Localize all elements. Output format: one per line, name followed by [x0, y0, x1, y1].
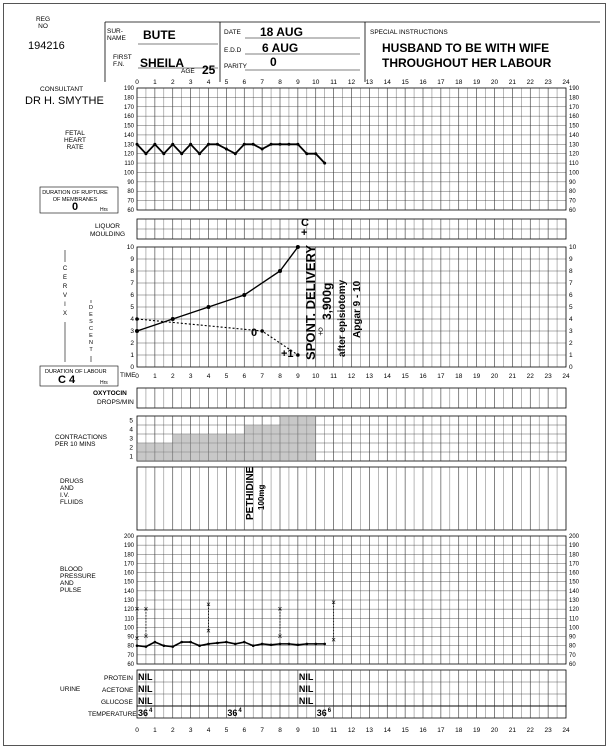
cervix-scale-right: 2	[569, 340, 573, 347]
drug-name: PETHIDINE	[245, 466, 256, 520]
cervix-scale-left: 3	[130, 328, 134, 335]
hour-axis-top-tick: 3	[188, 79, 193, 86]
fhr-point	[225, 148, 228, 151]
pulse-point	[198, 644, 201, 647]
bp-scale-right: 120	[569, 607, 580, 614]
fhr-point	[270, 143, 273, 146]
fhr-point	[252, 143, 255, 146]
fhr-point	[261, 148, 264, 151]
hour-axis-bottom-tick: 16	[419, 727, 427, 734]
pulse-point	[243, 641, 246, 644]
hour-axis-mid-tick: 14	[383, 373, 391, 380]
descent-label: D E S C E N T	[89, 305, 93, 353]
bp-scale-left: 90	[127, 634, 134, 641]
bp-scale-right: 140	[569, 588, 580, 595]
contractions-label: CONTRACTIONS PER 10 MINS	[55, 434, 107, 448]
hour-axis-mid-tick: 23	[544, 373, 552, 380]
duration-of-labour-value: C 4	[58, 374, 76, 386]
pulse-point	[145, 645, 148, 648]
fhr-point	[171, 143, 174, 146]
hour-axis-mid-tick: 15	[401, 373, 409, 380]
episiotomy-note: after episiotomy	[337, 279, 348, 357]
moulding-entry: +	[301, 227, 308, 239]
descent-plus-one-mark: +1	[281, 348, 294, 360]
hour-axis-mid-tick: 2	[170, 373, 175, 380]
contraction-scale: 5	[129, 417, 133, 425]
hour-axis-mid-tick: 16	[419, 373, 427, 380]
hour-axis-top-tick: 16	[419, 79, 427, 86]
hour-axis-bottom-tick: 6	[242, 727, 247, 734]
hour-axis-mid-tick: 8	[278, 373, 282, 380]
hour-axis-top-tick: 18	[455, 79, 463, 86]
cervix-scale-left: 6	[130, 292, 134, 299]
fhr-scale-right: 130	[569, 142, 580, 149]
hour-axis-bottom-tick: 2	[170, 727, 175, 734]
fhr-point	[296, 143, 299, 146]
bp-diastolic-mark: ×	[206, 626, 211, 636]
fhr-scale-right: 70	[569, 198, 576, 205]
fhr-scale-right: 120	[569, 151, 580, 158]
hour-axis-bottom-tick: 11	[330, 727, 337, 734]
descent-point	[135, 317, 139, 321]
cervix-scale-right: 1	[569, 352, 573, 359]
bp-scale-right: 80	[569, 643, 576, 650]
protein-label: PROTEIN	[104, 675, 133, 682]
fhr-scale-right: 80	[569, 189, 576, 196]
bp-scale-left: 150	[123, 579, 134, 586]
hour-axis-mid-tick: 13	[365, 373, 373, 380]
hour-axis-top-tick: 7	[260, 79, 264, 86]
cervix-scale-left: 4	[130, 316, 134, 323]
hour-axis-mid-tick: 0	[135, 373, 139, 380]
fhr-scale-left: 140	[123, 132, 134, 139]
cervix-scale-left: 1	[130, 352, 134, 359]
hour-axis-bottom-tick: 12	[347, 727, 356, 734]
hour-axis-mid-tick: 7	[260, 373, 264, 380]
bp-scale-left: 170	[123, 561, 134, 568]
consultant-value: DR H. SMYTHE	[25, 95, 104, 107]
pulse-point	[314, 643, 317, 646]
temperature-label: TEMPERATURE	[88, 711, 137, 718]
hour-axis-bottom-tick: 19	[473, 727, 481, 734]
apgar-score: Apgar 9 - 10	[352, 280, 363, 338]
contraction-scale: 4	[129, 426, 133, 434]
reg-number: 194216	[28, 40, 65, 52]
fhr-scale-right: 160	[569, 114, 580, 121]
fhr-scale-right: 190	[569, 86, 580, 92]
hour-axis-bottom-tick: 7	[260, 727, 264, 734]
fhr-scale-right: 100	[569, 170, 580, 177]
hour-axis-mid-tick: 17	[437, 373, 445, 380]
hour-axis-bottom-tick: 22	[526, 727, 534, 734]
fetal-heart-rate-label: FETAL HEART RATE	[64, 130, 86, 151]
hour-axis-top-tick: 15	[401, 79, 409, 86]
special-instructions-label: SPECIAL INSTRUCTIONS	[370, 29, 448, 36]
hour-axis-mid-tick: 10	[312, 373, 320, 380]
rupture-box	[40, 187, 118, 213]
temperature-value: 36	[227, 708, 238, 718]
duration-of-labour-label: DURATION OF LABOUR	[45, 369, 107, 375]
fhr-scale-left: 70	[127, 198, 134, 205]
fhr-scale-right: 90	[569, 179, 576, 186]
fhr-scale-left: 120	[123, 151, 134, 158]
hour-axis-bottom-tick: 10	[312, 727, 320, 734]
bp-scale-left: 70	[127, 652, 134, 659]
fhr-point	[216, 143, 219, 146]
temperature-decimal: 4	[238, 708, 242, 714]
bp-scale-left: 60	[127, 662, 134, 668]
bp-diastolic-mark: ×	[277, 632, 283, 642]
hour-axis-top-tick: 20	[490, 79, 499, 86]
descent-point	[260, 329, 264, 333]
hour-axis-bottom-tick: 8	[278, 727, 282, 734]
fhr-scale-left: 80	[127, 189, 134, 196]
liquor-label: LIQUOR	[95, 223, 120, 230]
cervix-point	[242, 293, 246, 297]
blood-pressure-pulse-label: BLOOD PRESSURE AND PULSE	[60, 566, 96, 594]
baby-sex-symbol: ♀	[315, 323, 327, 340]
urine-glucose-value: NIL	[298, 696, 314, 706]
pulse-point	[323, 643, 326, 646]
moulding-label: MOULDING	[90, 231, 126, 238]
urine-acetone-value: NIL	[138, 684, 153, 694]
pulse-point	[216, 642, 219, 645]
pulse-point	[252, 644, 255, 647]
hour-axis-top-tick: 1	[153, 79, 157, 86]
pulse-point	[136, 644, 139, 647]
contraction-bar	[244, 425, 280, 461]
hour-axis-bottom-tick: 4	[206, 727, 211, 734]
hour-axis-bottom-tick: 3	[188, 727, 193, 734]
bp-scale-right: 150	[569, 579, 580, 586]
contraction-scale: 1	[129, 453, 133, 461]
pulse-point	[234, 643, 237, 646]
rupture-unit: Hrs	[100, 207, 108, 213]
hour-axis-top-tick: 17	[437, 79, 445, 86]
fhr-point	[234, 152, 237, 155]
fhr-point	[136, 143, 139, 146]
fhr-point	[198, 152, 201, 155]
time-label: TIME	[120, 372, 136, 379]
fhr-scale-left: 130	[123, 142, 134, 149]
hour-axis-top-tick: 5	[224, 79, 229, 86]
hour-axis-bottom-tick: 24	[562, 727, 570, 734]
bp-scale-right: 200	[569, 534, 580, 540]
hour-axis-bottom-tick: 9	[296, 727, 300, 734]
urine-acetone-value: NIL	[298, 684, 314, 694]
contraction-bar	[137, 443, 173, 461]
temperature-decimal: 4	[149, 708, 153, 714]
fhr-scale-right: 110	[569, 161, 579, 168]
hour-axis-bottom-tick: 18	[455, 727, 463, 734]
date-value: 18 AUG	[260, 25, 303, 39]
fhr-point	[207, 143, 210, 146]
rupture-duration-value: 0	[72, 201, 79, 213]
hour-axis-top-tick: 19	[473, 79, 481, 86]
hour-axis-bottom-tick: 1	[153, 727, 157, 734]
descent-zero-mark: 0	[251, 327, 258, 339]
cervix-point	[207, 305, 211, 309]
fhr-point	[153, 143, 156, 146]
edd-value: 6 AUG	[262, 41, 299, 55]
pulse-point	[270, 644, 273, 647]
cervix-scale-right: 0	[569, 364, 573, 371]
fhr-point	[243, 143, 246, 146]
hour-axis-top-tick: 0	[135, 79, 139, 86]
labour-duration-box	[40, 366, 118, 386]
drug-dose: 100mg	[257, 484, 266, 510]
bp-scale-right: 70	[569, 652, 576, 659]
parity-value: 0	[270, 55, 277, 69]
hour-axis-bottom-tick: 15	[401, 727, 409, 734]
reg-label: REG NO	[35, 16, 51, 30]
hour-axis-mid-tick: 19	[473, 373, 481, 380]
fhr-scale-right: 180	[569, 95, 580, 102]
bp-scale-right: 60	[569, 662, 576, 668]
bp-systolic-mark: ×	[143, 604, 149, 614]
fhr-scale-left: 150	[123, 123, 134, 130]
urine-protein-value: NIL	[298, 672, 314, 682]
bp-systolic-mark: ×	[134, 604, 140, 614]
hour-axis-mid-tick: 21	[508, 373, 516, 380]
hour-axis-top-tick: 4	[206, 79, 211, 86]
pulse-point	[288, 643, 291, 646]
hour-axis-top-tick: 23	[544, 79, 552, 86]
hour-axis-top-tick: 13	[365, 79, 373, 86]
hour-axis-bottom-tick: 21	[508, 727, 516, 734]
pulse-point	[189, 641, 192, 644]
bp-scale-left: 140	[123, 588, 134, 595]
fhr-point	[162, 152, 165, 155]
hour-axis-top-tick: 12	[347, 79, 356, 86]
bp-scale-right: 170	[569, 561, 580, 568]
contraction-bar	[280, 416, 316, 461]
fhr-scale-right: 150	[569, 123, 580, 130]
cervix-scale-right: 9	[569, 256, 573, 263]
cervix-scale-right: 5	[569, 304, 573, 311]
hour-axis-top-tick: 9	[296, 79, 300, 86]
hour-axis-mid-tick: 20	[490, 373, 499, 380]
surname-value: BUTE	[143, 28, 176, 42]
consultant-label: CONSULTANT	[40, 86, 84, 93]
cervix-point	[171, 317, 175, 321]
bp-scale-left: 190	[123, 543, 134, 550]
cervix-scale-left: 0	[130, 364, 134, 371]
fhr-point	[323, 162, 326, 165]
bp-diastolic-mark: ×	[134, 633, 140, 643]
hour-axis-mid-tick: 11	[330, 373, 337, 380]
bp-scale-right: 180	[569, 552, 580, 559]
special-instructions-line-2: THROUGHOUT HER LABOUR	[382, 56, 552, 70]
hour-axis-mid-tick: 24	[562, 373, 570, 380]
temperature-decimal: 6	[327, 708, 332, 714]
hour-axis-top-tick: 21	[508, 79, 516, 86]
bp-systolic-mark: ×	[206, 600, 211, 610]
fhr-scale-left: 60	[127, 208, 134, 214]
cervix-scale-left: 5	[130, 304, 134, 311]
cervix-scale-right: 8	[569, 268, 573, 275]
fhr-scale-left: 180	[123, 95, 134, 102]
cervix-point	[296, 245, 300, 249]
temperature-value: 36	[316, 708, 327, 718]
age-value: 25	[202, 63, 216, 77]
first-name-label: FIRST F.N.	[113, 54, 132, 68]
drops-per-min-label: DROPS/MIN	[97, 399, 134, 406]
fhr-point	[305, 152, 308, 155]
fhr-scale-left: 100	[123, 170, 134, 177]
hour-axis-mid-tick: 3	[188, 373, 193, 380]
urine-protein-value: NIL	[138, 672, 153, 682]
hour-axis-mid-tick: 22	[526, 373, 534, 380]
bp-scale-left: 200	[123, 534, 134, 540]
pulse-point	[180, 641, 183, 644]
cervix-scale-left: 10	[126, 244, 134, 251]
pulse-point	[306, 643, 309, 646]
rupture-of-membranes-label: DURATION OF RUPTURE OF MEMBRANES	[42, 190, 108, 203]
fhr-scale-right: 60	[569, 208, 576, 214]
contraction-scale: 3	[129, 435, 133, 443]
cervix-point	[135, 329, 139, 333]
parity-label: PARITY	[224, 63, 247, 70]
fhr-point	[189, 143, 192, 146]
bp-scale-right: 160	[569, 570, 580, 577]
fhr-point	[144, 152, 147, 155]
cervix-label: C E R V I X	[62, 266, 68, 317]
labour-unit: Hrs	[100, 380, 108, 386]
hour-axis-top-tick: 24	[562, 79, 570, 86]
first-name-value: SHEILA	[140, 56, 185, 70]
fhr-scale-left: 190	[123, 86, 134, 92]
cervix-point	[278, 269, 282, 273]
cervix-scale-right: 3	[569, 328, 573, 335]
bp-scale-left: 110	[124, 616, 134, 623]
fhr-scale-left: 90	[127, 179, 134, 186]
fhr-scale-right: 170	[569, 104, 580, 111]
bp-scale-left: 160	[123, 570, 134, 577]
hour-axis-mid-tick: 5	[224, 373, 229, 380]
pulse-point	[163, 644, 166, 647]
cervix-scale-right: 6	[569, 292, 573, 299]
bp-scale-right: 100	[569, 625, 580, 632]
cervix-scale-right: 7	[569, 280, 573, 287]
pulse-point	[154, 641, 157, 644]
cervix-scale-left: 7	[130, 280, 134, 287]
hour-axis-mid-tick: 9	[296, 373, 300, 380]
bp-scale-left: 130	[123, 598, 134, 604]
acetone-label: ACETONE	[102, 687, 134, 694]
glucose-label: GLUCOSE	[101, 699, 133, 706]
hour-axis-bottom-tick: 0	[135, 727, 139, 734]
hour-axis-mid-tick: 6	[242, 373, 247, 380]
hour-axis-mid-tick: 18	[455, 373, 463, 380]
urine-glucose-value: NIL	[138, 696, 153, 706]
pulse-point	[207, 643, 210, 646]
hour-axis-top-tick: 10	[312, 79, 320, 86]
pulse-point	[297, 644, 300, 647]
fhr-point	[287, 143, 290, 146]
delivery-text: SPONT. DELIVERY	[303, 244, 318, 360]
hour-axis-top-tick: 8	[278, 79, 282, 86]
bp-scale-right: 190	[569, 543, 580, 550]
birth-weight: 3,900g	[320, 282, 334, 320]
hour-axis-bottom-tick: 14	[383, 727, 391, 734]
hour-axis-bottom-tick: 20	[490, 727, 499, 734]
bp-diastolic-mark: ×	[331, 635, 336, 645]
hour-axis-mid-tick: 12	[347, 373, 356, 380]
hour-axis-bottom-tick: 17	[437, 727, 445, 734]
hour-axis-top-tick: 14	[383, 79, 391, 86]
fhr-scale-right: 140	[569, 132, 580, 139]
bp-scale-right: 90	[569, 634, 576, 641]
bp-systolic-mark: ×	[331, 598, 336, 608]
pulse-point	[279, 643, 282, 646]
pulse-point	[171, 645, 174, 648]
age-label: AGE	[181, 68, 195, 75]
special-instructions-line-1: HUSBAND TO BE WITH WIFE	[382, 41, 550, 55]
contraction-bar	[173, 434, 245, 461]
bp-scale-right: 130	[569, 598, 580, 604]
bp-scale-right: 110	[569, 616, 579, 623]
drugs-label: DRUGS AND I.V. FLUIDS	[60, 478, 84, 506]
cervix-scale-left: 8	[130, 268, 134, 275]
cervix-scale-left: 9	[130, 256, 134, 263]
edd-label: E.D.D	[224, 47, 242, 54]
liquor-entry: C	[301, 217, 309, 229]
bp-systolic-mark: ×	[277, 604, 283, 614]
hour-axis-top-tick: 6	[242, 79, 247, 86]
date-label: DATE	[224, 29, 241, 36]
fhr-point	[314, 152, 317, 155]
hour-axis-top-tick: 22	[526, 79, 534, 86]
surname-label: SUR- NAME	[107, 28, 126, 42]
hour-axis-mid-tick: 1	[153, 373, 157, 380]
fhr-scale-left: 110	[124, 161, 134, 168]
hour-axis-top-tick: 11	[330, 79, 337, 86]
descent-point	[296, 353, 300, 357]
hour-axis-bottom-tick: 5	[224, 727, 229, 734]
fhr-point	[279, 143, 282, 146]
contraction-scale: 2	[129, 444, 133, 452]
bp-scale-left: 180	[123, 552, 134, 559]
bp-diastolic-mark: ×	[143, 632, 149, 642]
hour-axis-top-tick: 2	[170, 79, 175, 86]
fhr-scale-left: 160	[123, 114, 134, 121]
pulse-point	[225, 641, 228, 644]
urine-label: URINE	[60, 686, 81, 693]
hour-axis-bottom-tick: 13	[365, 727, 373, 734]
hour-axis-mid-tick: 4	[206, 373, 211, 380]
fhr-point	[180, 152, 183, 155]
cervix-scale-left: 2	[130, 340, 134, 347]
oxytocin-label: OXYTOCIN	[93, 390, 127, 397]
pulse-point	[261, 643, 264, 646]
bp-scale-left: 100	[123, 625, 134, 632]
pulse-line	[137, 642, 325, 647]
fhr-scale-left: 170	[123, 104, 134, 111]
hour-axis-bottom-tick: 23	[544, 727, 552, 734]
cervix-scale-right: 10	[569, 244, 577, 251]
cervix-scale-right: 4	[569, 316, 573, 323]
bp-scale-left: 120	[123, 607, 134, 614]
bp-scale-left: 80	[127, 643, 134, 650]
temperature-value: 36	[138, 708, 149, 718]
